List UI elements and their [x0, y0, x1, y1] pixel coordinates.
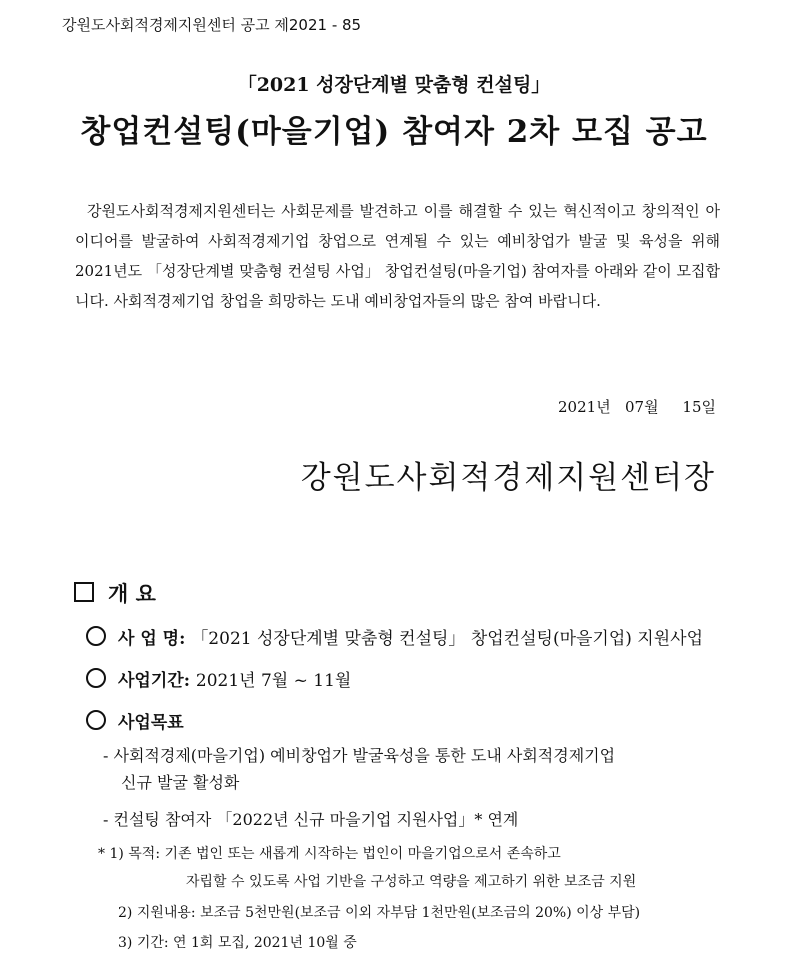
goal-row — [86, 708, 184, 733]
date-year: 2021년 — [558, 398, 611, 416]
announcement-date — [558, 396, 716, 417]
goal-label: 사업목표 — [118, 713, 184, 733]
note-2: 2) 지원내용: 보조금 5천만원(보조금 이외 자부담 1천만원(보조금의 20%) 이상 부담) — [118, 905, 641, 921]
business-name-value: 「2021 성장단계별 맞춤형 컨설팅」 창업컨설팅(마을기업) 지원사업 — [191, 629, 703, 649]
period-row: 사업기간: 2021년 7월 ~ 11월 — [86, 666, 351, 691]
business-name-row: 사 업 명: 「2021 성장단계별 맞춤형 컨설팅」 창업컨설팅(마을기업) 지원사업 — [86, 624, 703, 649]
period-value: 2021년 7월 ~ 11월 — [195, 671, 352, 691]
date-month: 07월 — [625, 398, 659, 416]
issuer-name: 강원도사회적경제지원센터장 — [300, 460, 716, 496]
section-overview-heading: 개 요 — [74, 578, 156, 608]
square-bullet-icon — [74, 582, 94, 602]
period-label: 사업기간 — [118, 671, 184, 691]
program-subtitle: 「2021 성장단계별 맞춤형 컨설팅」 — [237, 74, 551, 96]
page-title: 창업컨설팅(마을기업) 참여자 2차 모집 공고 — [80, 114, 708, 150]
note-1-line-2: 자립할 수 있도록 사업 기반을 구성하고 역량을 제고하기 위한 보조금 지원 — [186, 874, 637, 890]
note-3: 3) 기간: 연 1회 모집, 2021년 10월 중 — [118, 935, 357, 951]
business-name-label: 사 업 명 — [118, 629, 180, 649]
notice-number: 강원도사회적경제지원센터 공고 제2021 - 85 — [62, 16, 362, 34]
circle-bullet-icon — [86, 710, 106, 730]
note-1-line-1: * 1) 목적: 기존 법인 또는 새롭게 시작하는 법인이 마을기업으로서 존속하고 — [98, 846, 561, 862]
circle-bullet-icon — [86, 626, 106, 646]
circle-bullet-icon — [86, 668, 106, 688]
goal-item-1-line-1: - 사회적경제(마을기업) 예비창업가 발굴육성을 통한 도내 사회적경제기업 — [103, 746, 616, 765]
intro-paragraph: 강원도사회적경제지원센터는 사회문제를 발견하고 이를 해결할 수 있는 혁신적이고 창의적인 아이디어를 발굴하여 사회적경제기업 창업으로 연계될 수 있는 예비창업가 발굴 및 육성을 위해 2021년도 「성장단계별 맞춤형 컨설팅 사업」 창업컨설팅(마을기업) 참여자를 아래와 같이 모집합니다. 사회적경제기업 창업을 희망하는 도내 예비창업자들의 많은 참여 바랍니다. — [75, 202, 720, 310]
date-day: 15일 — [682, 398, 716, 416]
goal-item-1-line-2: 신규 발굴 활성화 — [121, 773, 240, 792]
goal-item-2: - 컨설팅 참여자 「2022년 신규 마을기업 지원사업」* 연계 — [103, 810, 519, 829]
